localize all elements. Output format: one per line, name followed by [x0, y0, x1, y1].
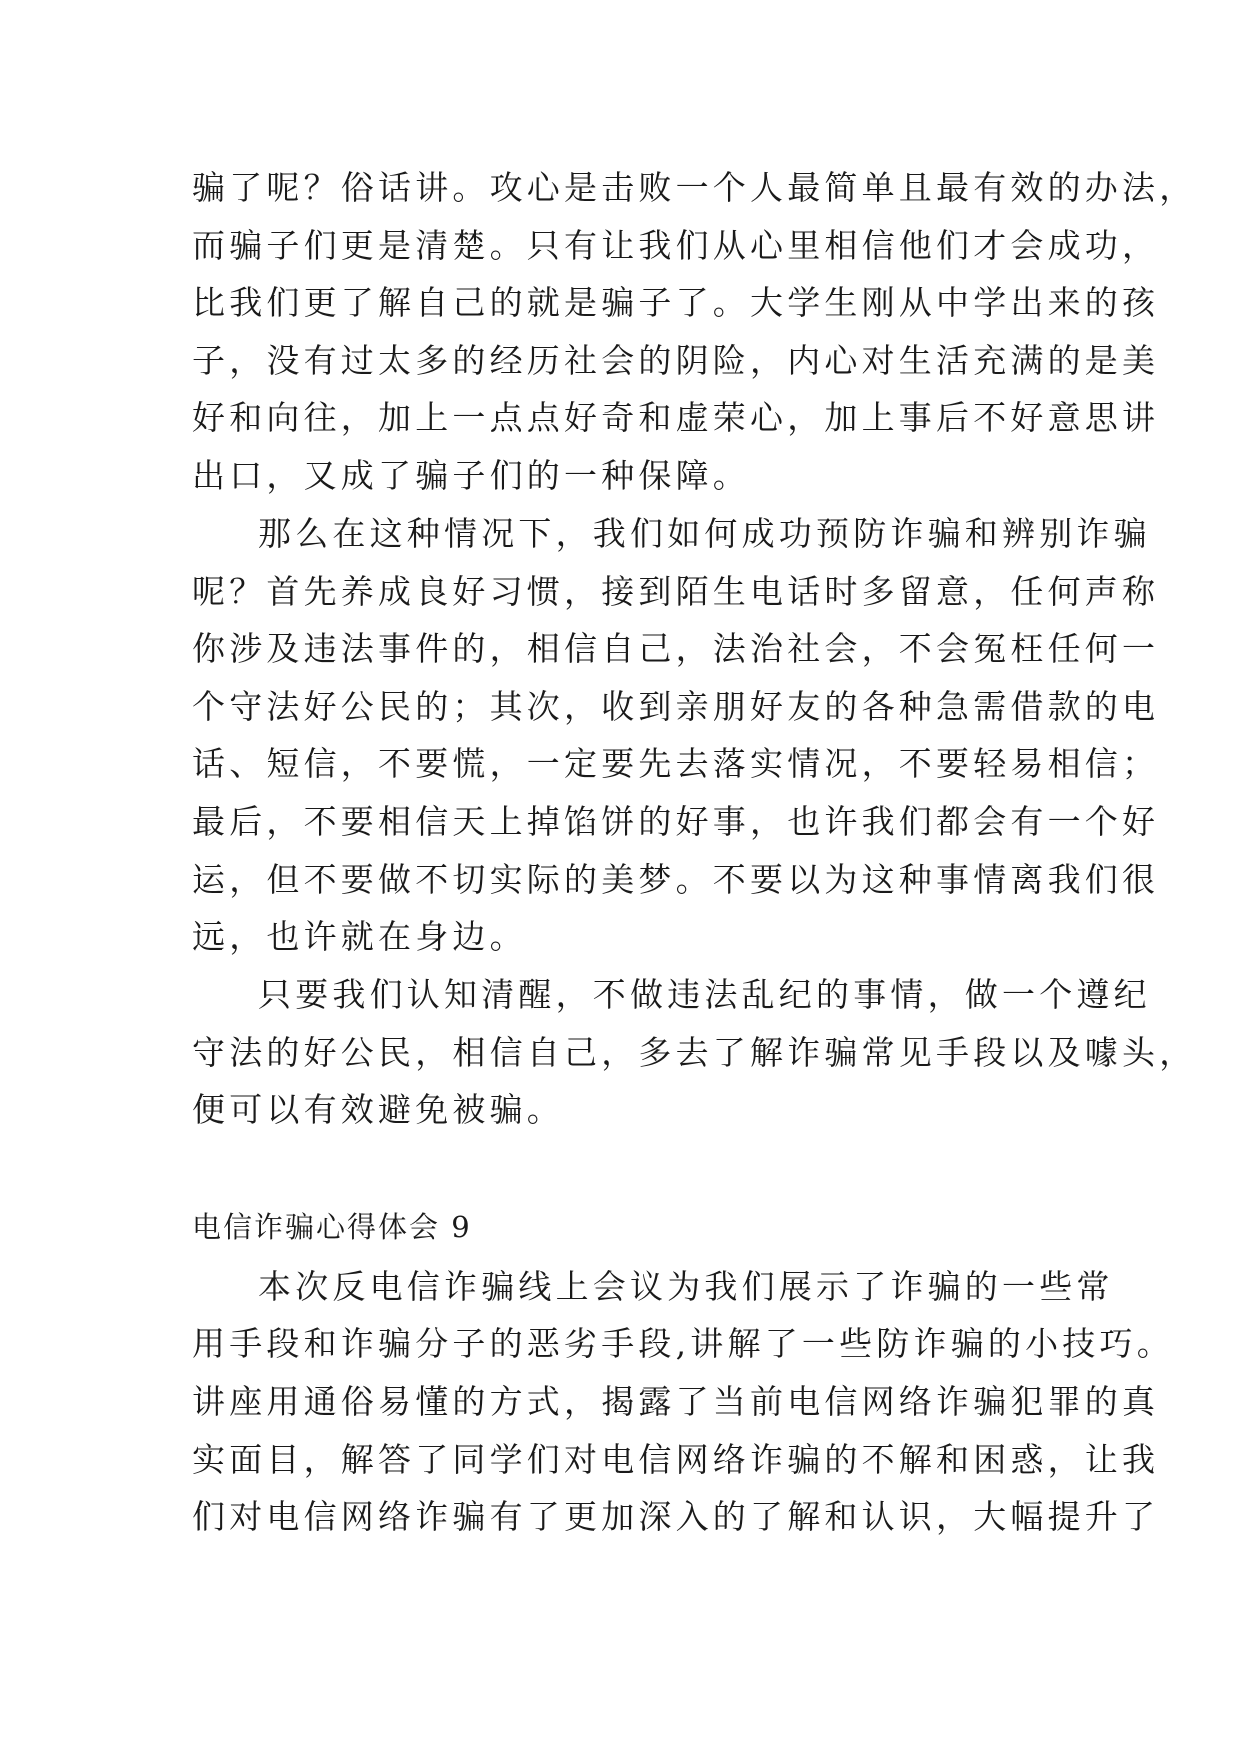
body-line: 最后，不要相信天上掉馅饼的好事，也许我们都会有一个好: [192, 802, 1160, 841]
body-line: 远，也许就在身边。: [192, 917, 527, 956]
body-line: 比我们更了解自己的就是骗子了。大学生刚从中学出来的孩: [192, 283, 1160, 322]
body-line: 用手段和诈骗分子的恶劣手段,讲解了一些防诈骗的小技巧。: [192, 1324, 1174, 1363]
paragraph-first-line: 本次反电信诈骗线上会议为我们展示了诈骗的一些常: [258, 1267, 1114, 1306]
body-line: 守法的好公民，相信自己，多去了解诈骗常见手段以及噱头，: [192, 1033, 1197, 1072]
body-line: 呢？首先养成良好习惯，接到陌生电话时多留意，任何声称: [192, 572, 1160, 611]
paragraph-first-line: 只要我们认知清醒，不做违法乱纪的事情，做一个遵纪: [258, 975, 1151, 1014]
body-line: 个守法好公民的；其次，收到亲朋好友的各种急需借款的电: [192, 687, 1160, 726]
body-line: 好和向往，加上一点点好奇和虚荣心，加上事后不好意思讲: [192, 398, 1160, 437]
body-line: 你涉及违法事件的，相信自己，法治社会，不会冤枉任何一: [192, 629, 1160, 668]
section-heading: 电信诈骗心得体会 9: [192, 1210, 472, 1244]
body-line: 子，没有过太多的经历社会的阴险，内心对生活充满的是美: [192, 341, 1160, 380]
body-line: 便可以有效避免被骗。: [192, 1090, 564, 1129]
body-line: 讲座用通俗易懂的方式，揭露了当前电信网络诈骗犯罪的真: [192, 1382, 1160, 1421]
body-line: 骗了呢？俗话讲。攻心是击败一个人最简单且最有效的办法，: [192, 168, 1197, 207]
body-line: 出口，又成了骗子们的一种保障。: [192, 456, 750, 495]
body-line: 们对电信网络诈骗有了更加深入的了解和认识，大幅提升了: [192, 1497, 1160, 1536]
body-line: 实面目，解答了同学们对电信网络诈骗的不解和困惑，让我: [192, 1440, 1160, 1479]
body-line: 运，但不要做不切实际的美梦。不要以为这种事情离我们很: [192, 860, 1160, 899]
paragraph-first-line: 那么在这种情况下，我们如何成功预防诈骗和辨别诈骗: [258, 514, 1151, 553]
body-line: 而骗子们更是清楚。只有让我们从心里相信他们才会成功，: [192, 226, 1160, 265]
body-line: 话、短信，不要慌，一定要先去落实情况，不要轻易相信；: [192, 744, 1160, 783]
